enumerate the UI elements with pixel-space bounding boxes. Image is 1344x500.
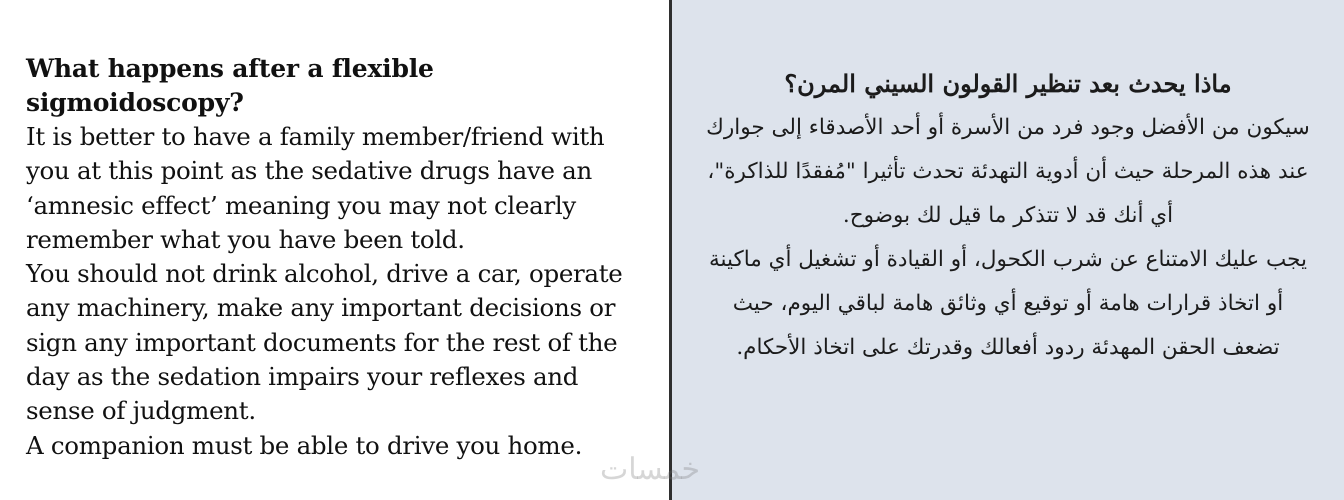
english-paragraph-3: A companion must be able to drive you home. [26,430,583,460]
english-content [26,52,645,463]
arabic-paragraph-2: يجب عليك الامتناع عن شرب الكحول، أو القيادة أو تشغيل أي ماكينة أو اتخاذ قرارات هامة أو توقيع أي وثائق هامة لباقي اليوم، حيث تضعف الحقن المهدئة ردود أفعالك وقدرتك على اتخاذ الأحكام. [709,247,1307,360]
arabic-panel [672,0,1344,500]
watermark-text: خمسات [600,452,701,487]
english-heading: What happens after a flexible sigmoidoscopy? [26,54,434,117]
english-paragraph-2: You should not drink alcohol, drive a car, operate any machinery, make any important decisions or sign any important documents for the rest of the day as the sedation impairs your reflexes and sense of judgment. [26,259,623,426]
arabic-content [702,62,1314,370]
arabic-heading: ماذا يحدث بعد تنظير القولون السيني المرن؟ [784,69,1232,98]
english-paragraph-1: It is better to have a family member/friend with you at this point as the sedative drugs have an ‘amnesic effect’ meaning you may not clearly remember what you have been told. [26,122,605,254]
arabic-paragraph-1: سيكون من الأفضل وجود فرد من الأسرة أو أحد الأصدقاء إلى جوارك عند هذه المرحلة حيث أن أدوية التهدئة تحدث تأثيرا "مُفقدًا للذاكرة"، أي أنك قد لا تتذكر ما قيل لك بوضوح. [706,115,1310,228]
